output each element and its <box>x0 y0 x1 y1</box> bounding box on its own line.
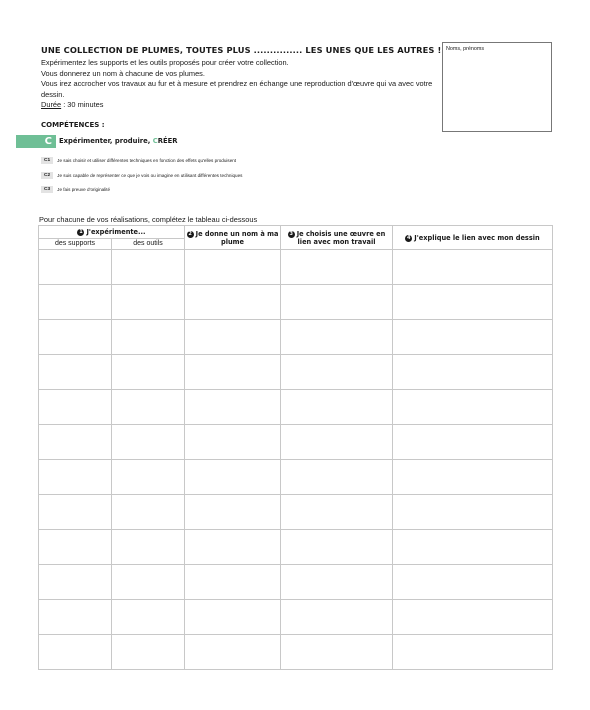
competence-label-rest: RÉER <box>157 137 178 145</box>
cell-supports[interactable] <box>39 460 112 495</box>
header-experiment <box>39 226 185 239</box>
cell-tools[interactable] <box>112 285 185 320</box>
cell-tools[interactable] <box>112 460 185 495</box>
table-row <box>39 565 553 600</box>
cell-explanation[interactable] <box>393 600 553 635</box>
duration-value: : 30 minutes <box>61 100 104 110</box>
table-row <box>39 320 553 355</box>
header-name-feather <box>185 226 281 250</box>
cell-artwork[interactable] <box>281 565 393 600</box>
cell-artwork[interactable] <box>281 495 393 530</box>
cell-artwork[interactable] <box>281 460 393 495</box>
cell-tools[interactable] <box>112 355 185 390</box>
cell-supports[interactable] <box>39 320 112 355</box>
competence-badge-letter: C <box>44 136 52 147</box>
table-row <box>39 495 553 530</box>
cell-supports[interactable] <box>39 355 112 390</box>
cell-tools[interactable] <box>112 635 185 670</box>
criterion-code: C2 <box>41 172 53 179</box>
competence-label-main: Expérimenter, produire, <box>59 137 153 145</box>
cell-supports[interactable] <box>39 495 112 530</box>
cell-explanation[interactable] <box>393 390 553 425</box>
header-explain-link <box>393 226 553 250</box>
cell-tools[interactable] <box>112 495 185 530</box>
criterion-text: Je suis capable de représenter ce que je vois ou imagine en utilisant différentes techniques <box>57 173 243 178</box>
criterion-code: C3 <box>41 186 53 193</box>
criterion-c2 <box>41 172 242 179</box>
cell-supports[interactable] <box>39 390 112 425</box>
number-4-icon: 4 <box>407 234 411 241</box>
cell-explanation[interactable] <box>393 320 553 355</box>
cell-feather-name[interactable] <box>185 495 281 530</box>
cell-supports[interactable] <box>39 530 112 565</box>
cell-feather-name[interactable] <box>185 355 281 390</box>
cell-feather-name[interactable] <box>185 460 281 495</box>
name-box[interactable] <box>442 42 552 132</box>
header-choose-artwork <box>281 226 393 250</box>
criterion-c3 <box>41 186 110 193</box>
cell-explanation[interactable] <box>393 460 553 495</box>
cell-explanation[interactable] <box>393 285 553 320</box>
cell-artwork[interactable] <box>281 285 393 320</box>
header-explain-link-label: J'explique le lien avec mon dessin <box>414 233 540 242</box>
cell-tools[interactable] <box>112 390 185 425</box>
intro-line-1: Expérimentez les supports et les outils proposés pour créer votre collection. <box>41 58 289 67</box>
cell-explanation[interactable] <box>393 565 553 600</box>
number-1-icon: 1 <box>79 229 83 235</box>
cell-artwork[interactable] <box>281 250 393 285</box>
cell-feather-name[interactable] <box>185 285 281 320</box>
cell-artwork[interactable] <box>281 635 393 670</box>
cell-supports[interactable] <box>39 565 112 600</box>
cell-artwork[interactable] <box>281 425 393 460</box>
criterion-c1 <box>41 157 236 164</box>
table-body <box>39 250 553 670</box>
cell-feather-name[interactable] <box>185 530 281 565</box>
table-instruction: Pour chacune de vos réalisations, complétez le tableau ci-dessous <box>39 215 258 224</box>
cell-explanation[interactable] <box>393 425 553 460</box>
intro-text <box>41 58 436 111</box>
header-experiment-label: J'expérimente... <box>86 228 146 236</box>
table-row <box>39 285 553 320</box>
header-name-feather-label: Je donne un nom à ma plume <box>195 229 279 246</box>
cell-supports[interactable] <box>39 250 112 285</box>
cell-feather-name[interactable] <box>185 565 281 600</box>
competences-title: COMPÉTENCES : <box>41 121 105 129</box>
name-box-label: Noms, prénoms <box>446 46 485 52</box>
intro-line-2: Vous donnerez un nom à chacune de vos plumes. <box>41 68 205 78</box>
table-row <box>39 635 553 670</box>
criterion-code: C1 <box>41 157 53 164</box>
cell-artwork[interactable] <box>281 530 393 565</box>
cell-artwork[interactable] <box>281 355 393 390</box>
cell-artwork[interactable] <box>281 320 393 355</box>
cell-supports[interactable] <box>39 635 112 670</box>
duration-label: Durée <box>41 100 62 110</box>
cell-feather-name[interactable] <box>185 320 281 355</box>
cell-artwork[interactable] <box>281 600 393 635</box>
cell-feather-name[interactable] <box>185 425 281 460</box>
competence-label-highlight: C <box>152 137 158 145</box>
cell-feather-name[interactable] <box>185 635 281 670</box>
intro-line-3: Vous irez accrocher vos travaux au fur et à mesure et prendrez en échange une reproduction d'œuvre qui va avec votre dessin. <box>41 79 433 99</box>
cell-tools[interactable] <box>112 530 185 565</box>
cell-tools[interactable] <box>112 250 185 285</box>
criterion-text: Je fais preuve d'originalité <box>57 187 111 192</box>
table-row <box>39 600 553 635</box>
competence-badge <box>16 135 56 148</box>
cell-supports[interactable] <box>39 425 112 460</box>
cell-feather-name[interactable] <box>185 600 281 635</box>
cell-artwork[interactable] <box>281 390 393 425</box>
table-row <box>39 460 553 495</box>
cell-explanation[interactable] <box>393 530 553 565</box>
cell-explanation[interactable] <box>393 635 553 670</box>
criterion-text: Je sais choisir et utiliser différentes techniques en fonction des effets qu'elles produisent <box>57 158 237 163</box>
competence-label <box>59 137 177 145</box>
subheader-tools: des outils <box>112 239 185 250</box>
cell-supports[interactable] <box>39 600 112 635</box>
cell-feather-name[interactable] <box>185 250 281 285</box>
number-2-icon: 2 <box>188 230 192 237</box>
table-row <box>39 355 553 390</box>
table-row <box>39 425 553 460</box>
table-row <box>39 250 553 285</box>
table-row <box>39 390 553 425</box>
table-row <box>39 530 553 565</box>
cell-explanation[interactable] <box>393 355 553 390</box>
cell-tools[interactable] <box>112 565 185 600</box>
realisations-table <box>38 225 553 670</box>
header-choose-artwork-label: Je choisis une œuvre en lien avec mon travail <box>296 229 386 246</box>
worksheet-title: UNE COLLECTION DE PLUMES, TOUTES PLUS ............... LES UNES QUE LES AUTRES ! <box>41 45 442 55</box>
subheader-supports: des supports <box>39 239 112 250</box>
cell-explanation[interactable] <box>393 495 553 530</box>
cell-explanation[interactable] <box>393 250 553 285</box>
cell-tools[interactable] <box>112 425 185 460</box>
number-3-icon: 3 <box>289 230 293 237</box>
cell-tools[interactable] <box>112 320 185 355</box>
duration <box>41 100 436 111</box>
cell-feather-name[interactable] <box>185 390 281 425</box>
cell-tools[interactable] <box>112 600 185 635</box>
cell-supports[interactable] <box>39 285 112 320</box>
